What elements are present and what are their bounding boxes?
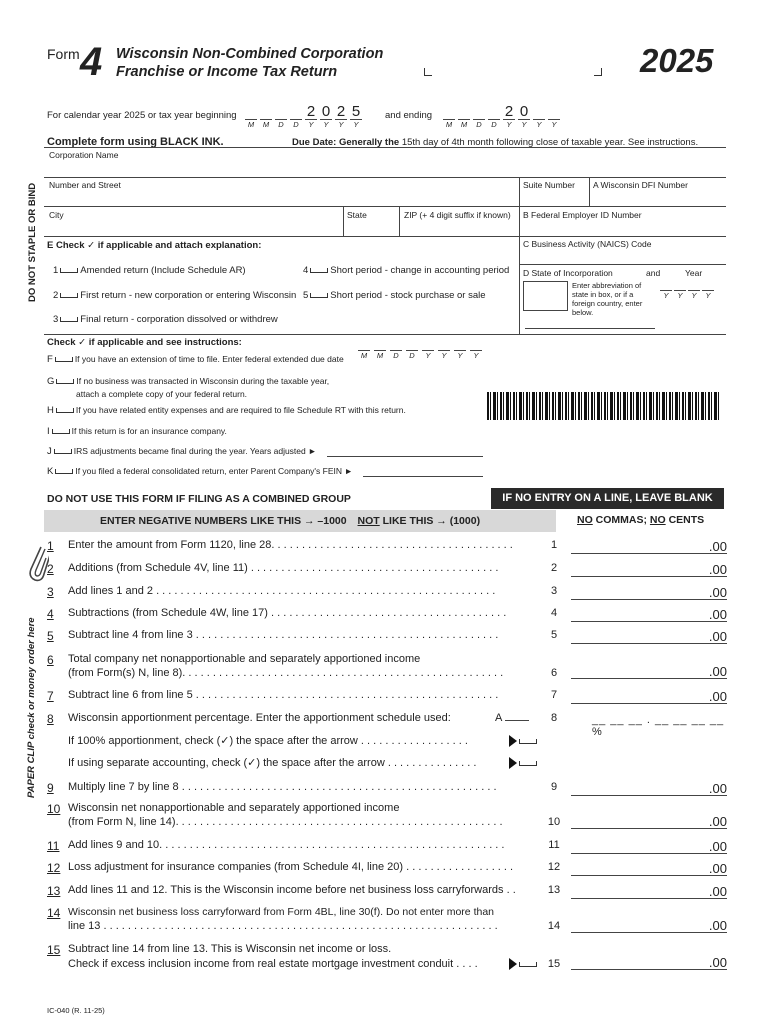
line-8-schedule-label: A: [495, 712, 502, 724]
barcode: [487, 392, 721, 420]
street-field[interactable]: Number and Street: [49, 180, 121, 190]
check-i-text: If this return is for an insurance company.: [71, 426, 227, 436]
line-5-cents: .00: [708, 629, 727, 644]
scan-mark-right: [594, 68, 602, 76]
line-8-percent: %: [592, 726, 603, 738]
begin-date-label-4: Y: [308, 120, 314, 129]
line-8-sub1-check[interactable]: [509, 735, 539, 747]
begin-date-char-3: [290, 104, 302, 120]
line-4-cents: .00: [708, 607, 727, 622]
line-9-amount[interactable]: [571, 781, 727, 796]
end-date-label-5: Y: [521, 120, 527, 129]
line-12-text: Loss adjustment for insurance companies (from Schedule 4I, line 20) . . . . . . . . . . . . . . . . . .: [68, 861, 514, 873]
extended-date-label-3: D: [406, 350, 418, 360]
line-15-text2: Check if excess inclusion income from real estate mortgage investment conduit . . . .: [68, 958, 478, 970]
incorporation-year-label-3: Y: [702, 290, 714, 300]
e-item-4-text: Short period - change in accounting period: [330, 265, 510, 276]
incorporation-state-box[interactable]: [523, 281, 568, 311]
no-commas-text: [577, 514, 704, 526]
line-4-amount[interactable]: [571, 607, 727, 622]
line-4-text: Subtractions (from Schedule 4W, line 17) . . . . . . . . . . . . . . . . . . . . . . . . . . . . . . . . . . . . . . .: [68, 607, 507, 619]
line-8-sub2-check[interactable]: [509, 757, 539, 769]
e-item-3-check[interactable]: [61, 314, 77, 322]
line-15-check[interactable]: [509, 958, 539, 970]
incorporation-year-label-0: Y: [660, 290, 672, 300]
line-4-num: 4: [47, 607, 54, 621]
e-item-1-check[interactable]: [61, 265, 77, 273]
check-j-letter: J: [47, 446, 52, 457]
tax-year: 2025: [640, 42, 714, 79]
end-date-label-7: Y: [551, 120, 557, 129]
begin-date-char-6: 2: [336, 103, 346, 120]
e-item-3-num: 3: [53, 314, 59, 325]
check-g-letter: G: [47, 376, 55, 387]
extended-date-label-4: Y: [422, 350, 434, 360]
combined-group-warning: DO NOT USE THIS FORM IF FILING AS A COMBINED GROUP: [47, 493, 351, 505]
incorporation-year-box[interactable]: [660, 290, 714, 300]
line-2-cents: .00: [708, 562, 727, 577]
end-date-char-5: 0: [519, 103, 529, 120]
begin-date-char-5: 0: [321, 103, 331, 120]
commas-no1: NO: [577, 514, 593, 526]
check-k-text: If you filed a federal consolidated return, enter Parent Company's FEIN ►: [75, 466, 353, 476]
line-10-ref: 10: [547, 816, 561, 828]
begin-date-label-2: D: [278, 120, 284, 129]
line-14-ref: 14: [547, 920, 561, 932]
line-11-num: 11: [47, 839, 60, 853]
staple-warning: DO NOT STAPLE OR BIND: [27, 182, 38, 302]
line-6-cents: .00: [708, 664, 727, 679]
line-1-cents: .00: [708, 539, 727, 554]
line-8-text: Wisconsin apportionment percentage. Enter the apportionment schedule used:: [68, 712, 451, 724]
line-6-text2: (from Form(s) N, line 8). . . . . . . . . . . . . . . . . . . . . . . . . . . . . . . . . . . . . . . . . . . . . . . . . . . . .: [68, 667, 504, 679]
extended-date-label-0: M: [358, 350, 370, 360]
zip-field[interactable]: ZIP (+ 4 digit suffix if known): [404, 210, 511, 220]
begin-date-label-7: Y: [353, 120, 359, 129]
line-13-text: Add lines 11 and 12. This is the Wisconsin income before net business loss carryforwards . .: [68, 884, 516, 896]
check-k[interactable]: [47, 466, 353, 477]
period-end[interactable]: [443, 104, 560, 129]
e-item-5-check[interactable]: [311, 290, 327, 298]
line-10-text: Wisconsin net nonapportionable and separately apportioned income: [68, 802, 400, 814]
check-f-letter: F: [47, 354, 53, 365]
begin-date-label-1: M: [262, 120, 270, 129]
line-1-num: 1: [47, 539, 54, 553]
begin-date-char-7: 5: [351, 103, 361, 120]
line-11-amount[interactable]: [571, 839, 727, 854]
end-date-char-3: [488, 104, 500, 120]
check-i-box[interactable]: [53, 426, 69, 434]
line-11-ref: 11: [548, 839, 560, 851]
line-2-ref: 2: [550, 562, 558, 574]
line-6-ref: 6: [550, 667, 558, 679]
line-14-amount[interactable]: [571, 918, 727, 933]
line-6-num: 6: [47, 653, 54, 667]
commas-mid: COMMAS;: [595, 514, 647, 526]
city-field[interactable]: City: [49, 210, 64, 220]
e-item-2[interactable]: [53, 290, 296, 301]
check-f-text: If you have an extension of time to file. Enter federal extended due date: [74, 354, 344, 364]
negative-a: ENTER NEGATIVE NUMBERS LIKE THIS → –1000: [100, 515, 347, 527]
begin-date-label-3: D: [293, 120, 299, 129]
line-6-amount[interactable]: [571, 664, 727, 679]
extended-date-label-1: M: [374, 350, 386, 360]
line-2-amount[interactable]: [571, 562, 727, 577]
state-field[interactable]: State: [347, 210, 367, 220]
line-11-cents: .00: [708, 839, 727, 854]
e-item-3[interactable]: [53, 314, 278, 325]
incorporation-year-label: Year: [685, 268, 703, 278]
line-15-ref: 15: [547, 958, 561, 970]
negative-numbers-text: [100, 515, 480, 527]
end-date-char-1: [458, 104, 470, 120]
line-1-ref: 1: [550, 539, 558, 551]
line-12-amount[interactable]: [571, 861, 727, 876]
line-9-num: 9: [47, 781, 54, 795]
dfi-number-field[interactable]: A Wisconsin DFI Number: [593, 180, 688, 190]
section-e-heading: E Check ✓ if applicable and attach explanation:: [47, 240, 262, 251]
arrow-icon: [509, 958, 517, 970]
check-j[interactable]: [47, 446, 317, 457]
arrow-icon: [509, 757, 517, 769]
period-begin[interactable]: [245, 104, 362, 129]
line-7-amount[interactable]: [571, 689, 727, 704]
e-item-2-num: 2: [53, 290, 59, 301]
line-14-text: Wisconsin net business loss carryforward from Form 4BL, line 30(f). Do not enter more than: [68, 906, 494, 918]
line-10-text2: (from Form N, line 14). . . . . . . . . . . . . . . . . . . . . . . . . . . . . . . . . . . . . . . . . . . . . . . . . . . . . .: [68, 816, 503, 828]
paperclip-icon: [27, 545, 49, 585]
form-label: Form: [47, 46, 80, 62]
check-g[interactable]: [47, 375, 329, 400]
e-item-1-text: Amended return (Include Schedule AR): [80, 265, 246, 276]
e-item-4-num: 4: [303, 265, 309, 276]
check-k-letter: K: [47, 466, 54, 477]
extended-date-label-7: Y: [470, 350, 482, 360]
line-13-ref: 13: [547, 884, 561, 896]
line-9-cents: .00: [708, 781, 727, 796]
line-3-text: Add lines 1 and 2 . . . . . . . . . . . . . . . . . . . . . . . . . . . . . . . . . . . . . . . . . . . . . . . . . . . . . . . .: [68, 585, 496, 597]
e-item-4-check[interactable]: [311, 265, 327, 273]
line-6-text: Total company net nonapportionable and separately apportioned income: [68, 653, 421, 665]
negative-b: LIKE THIS → (1000): [382, 515, 481, 527]
end-date-label-2: D: [476, 120, 482, 129]
line-10-num: 10: [47, 802, 61, 816]
incorporation-and: and: [646, 268, 661, 278]
check-h[interactable]: [47, 405, 406, 416]
check-f-box[interactable]: [56, 354, 72, 362]
check-i[interactable]: [47, 426, 227, 437]
begin-date-char-4: 2: [306, 103, 316, 120]
arrow-icon: [509, 735, 517, 747]
line-5-ref: 5: [550, 629, 558, 641]
e-item-4[interactable]: [303, 265, 509, 276]
end-date-label-1: M: [460, 120, 468, 129]
e-item-2-check[interactable]: [61, 290, 77, 298]
line-9-text: Multiply line 7 by line 8 . . . . . . . . . . . . . . . . . . . . . . . . . . . . . . . . . . . . . . . . . . . . . . . . . . . .: [68, 781, 497, 793]
end-date-char-0: [443, 104, 455, 120]
form-title-line1: Wisconsin Non-Combined Corporation: [116, 46, 384, 62]
end-date-char-4: 2: [504, 103, 514, 120]
incorporation-note: Enter abbreviation of state in box, or if a foreign country, enter below.: [572, 281, 643, 317]
extended-date-label-2: D: [390, 350, 402, 360]
no-entry-banner: IF NO ENTRY ON A LINE, LEAVE BLANK: [491, 488, 724, 509]
line-8-sub1: If 100% apportionment, check (✓) the space after the arrow . . . . . . . . . . . . . . . . . .: [68, 735, 468, 747]
line-9-ref: 9: [550, 781, 558, 793]
end-date-label-0: M: [445, 120, 453, 129]
e-item-5-text: Short period - stock purchase or sale: [330, 290, 486, 301]
check-h-text: If you have related entity expenses and are required to file Schedule RT with this return.: [75, 405, 406, 415]
line-12-cents: .00: [708, 861, 727, 876]
line-14-num: 14: [47, 906, 61, 920]
begin-date-label-0: M: [247, 120, 255, 129]
line-7-text: Subtract line 6 from line 5 . . . . . . . . . . . . . . . . . . . . . . . . . . . . . . . . . . . . . . . . . . . . . . . . . .: [68, 689, 499, 701]
check-f[interactable]: [47, 354, 344, 365]
line-5-num: 5: [47, 629, 54, 643]
line-7-cents: .00: [708, 689, 727, 704]
naics-field[interactable]: C Business Activity (NAICS) Code: [523, 239, 652, 249]
end-date-char-6: [533, 104, 545, 120]
check-heading: Check ✓ if applicable and see instructions:: [47, 337, 242, 348]
commas-end: CENTS: [668, 514, 705, 526]
line-4-ref: 4: [550, 607, 558, 619]
corporation-name-field[interactable]: Corporation Name: [49, 150, 119, 160]
line-8-ref: 8: [550, 712, 558, 724]
incorporation-year-label-1: Y: [674, 290, 686, 300]
line-3-amount[interactable]: [571, 585, 727, 600]
line-15-amount[interactable]: [571, 955, 727, 970]
line-7-num: 7: [47, 689, 54, 703]
period-end-label: and ending: [385, 110, 433, 121]
due-label: Due Date:: [292, 137, 337, 148]
due-bold: Generally the: [338, 137, 400, 148]
line-3-num: 3: [47, 585, 54, 599]
line-8-num: 8: [47, 712, 54, 726]
line-15-cents: .00: [708, 955, 727, 970]
line-5-amount[interactable]: [571, 629, 727, 644]
line-13-num: 13: [47, 884, 61, 898]
line-14-text2: line 13 . . . . . . . . . . . . . . . . . . . . . . . . . . . . . . . . . . . . . . . . . . . . . . . . . . . . . . . . . . . . . . . . .: [68, 920, 498, 932]
line-1-text: Enter the amount from Form 1120, line 28. . . . . . . . . . . . . . . . . . . . . . . . . . . . . . . . . . . . . . . .: [68, 539, 513, 551]
check-g-text2: attach a complete copy of your federal return.: [76, 389, 248, 399]
line-3-ref: 3: [550, 585, 558, 597]
ink-instruction: Complete form using BLACK INK.: [47, 136, 224, 148]
extended-due-date[interactable]: [358, 350, 482, 360]
line-2-num: 2: [47, 562, 54, 576]
e-item-5-num: 5: [303, 290, 309, 301]
fein-field[interactable]: B Federal Employer ID Number: [523, 210, 642, 220]
incorporation-year-label-2: Y: [688, 290, 700, 300]
end-date-char-7: [548, 104, 560, 120]
form-title-line2: Franchise or Income Tax Return: [116, 64, 338, 80]
line-13-cents: .00: [708, 884, 727, 899]
incorporation-state-label: D State of Incorporation: [523, 268, 613, 278]
begin-date-label-6: Y: [338, 120, 344, 129]
end-date-label-4: Y: [506, 120, 512, 129]
line-8-percent-field[interactable]: __ __ __ . __ __ __ __ %: [592, 714, 725, 738]
line-8-sub2: If using separate accounting, check (✓) the space after the arrow . . . . . . . . . . . . . . .: [68, 757, 477, 769]
begin-date-char-0: [245, 104, 257, 120]
begin-date-char-1: [260, 104, 272, 120]
check-g-text: If no business was transacted in Wisconsin during the taxable year,: [76, 376, 330, 386]
due-text: 15th day of 4th month following close of taxable year. See instructions.: [401, 137, 699, 148]
line-8-schedule[interactable]: [495, 712, 529, 724]
line-15-num: 15: [47, 943, 61, 957]
check-i-letter: I: [47, 426, 50, 437]
negative-not: NOT: [357, 515, 380, 527]
check-j-text: IRS adjustments became final during the year. Years adjusted ►: [73, 446, 317, 456]
e-item-3-text: Final return - corporation dissolved or withdrew: [80, 314, 278, 325]
line-10-amount[interactable]: [571, 814, 727, 829]
check-g-box[interactable]: [57, 376, 73, 384]
line-3-cents: .00: [708, 585, 727, 600]
line-12-ref: 12: [547, 861, 561, 873]
end-date-label-3: D: [491, 120, 497, 129]
line-15-text: Subtract line 14 from line 13. This is Wisconsin net income or loss.: [68, 943, 392, 955]
e-item-1[interactable]: [53, 265, 246, 276]
e-item-1-num: 1: [53, 265, 59, 276]
period-intro: For calendar year 2025 or tax year beginning: [47, 110, 237, 121]
check-h-box[interactable]: [57, 405, 73, 413]
line-14-cents: .00: [708, 918, 727, 933]
form-title: [116, 45, 383, 81]
check-j-box[interactable]: [55, 446, 71, 454]
check-h-letter: H: [47, 405, 54, 416]
check-k-box[interactable]: [56, 466, 72, 474]
commas-no2: NO: [649, 514, 666, 526]
line-13-amount[interactable]: [571, 884, 727, 899]
form-number: 4: [80, 40, 103, 84]
line-5-text: Subtract line 4 from line 3 . . . . . . . . . . . . . . . . . . . . . . . . . . . . . . . . . . . . . . . . . . . . . . . . . .: [68, 629, 499, 641]
extended-date-label-5: Y: [438, 350, 450, 360]
end-date-label-6: Y: [536, 120, 542, 129]
suite-field[interactable]: Suite Number: [523, 180, 575, 190]
end-date-char-2: [473, 104, 485, 120]
begin-date-label-5: Y: [323, 120, 329, 129]
line-12-num: 12: [47, 861, 61, 875]
scan-mark-left: [424, 68, 432, 76]
form-code: IC-040 (R. 11-25): [47, 1006, 105, 1015]
line-2-text: Additions (from Schedule 4V, line 11) . . . . . . . . . . . . . . . . . . . . . . . . . . . . . . . . . . . . . . . . .: [68, 562, 499, 574]
line-1-amount[interactable]: [571, 539, 727, 554]
e-item-2-text: First return - new corporation or entering Wisconsin: [80, 290, 297, 301]
paper-clip-note: PAPER CLIP check or money order here: [26, 617, 37, 798]
begin-date-char-2: [275, 104, 287, 120]
line-7-ref: 7: [550, 689, 558, 701]
line-11-text: Add lines 9 and 10. . . . . . . . . . . . . . . . . . . . . . . . . . . . . . . . . . . . . . . . . . . . . . . . . . . . . . . . .: [68, 839, 505, 851]
extended-date-label-6: Y: [454, 350, 466, 360]
line-10-cents: .00: [708, 814, 727, 829]
e-item-5[interactable]: [303, 290, 486, 301]
